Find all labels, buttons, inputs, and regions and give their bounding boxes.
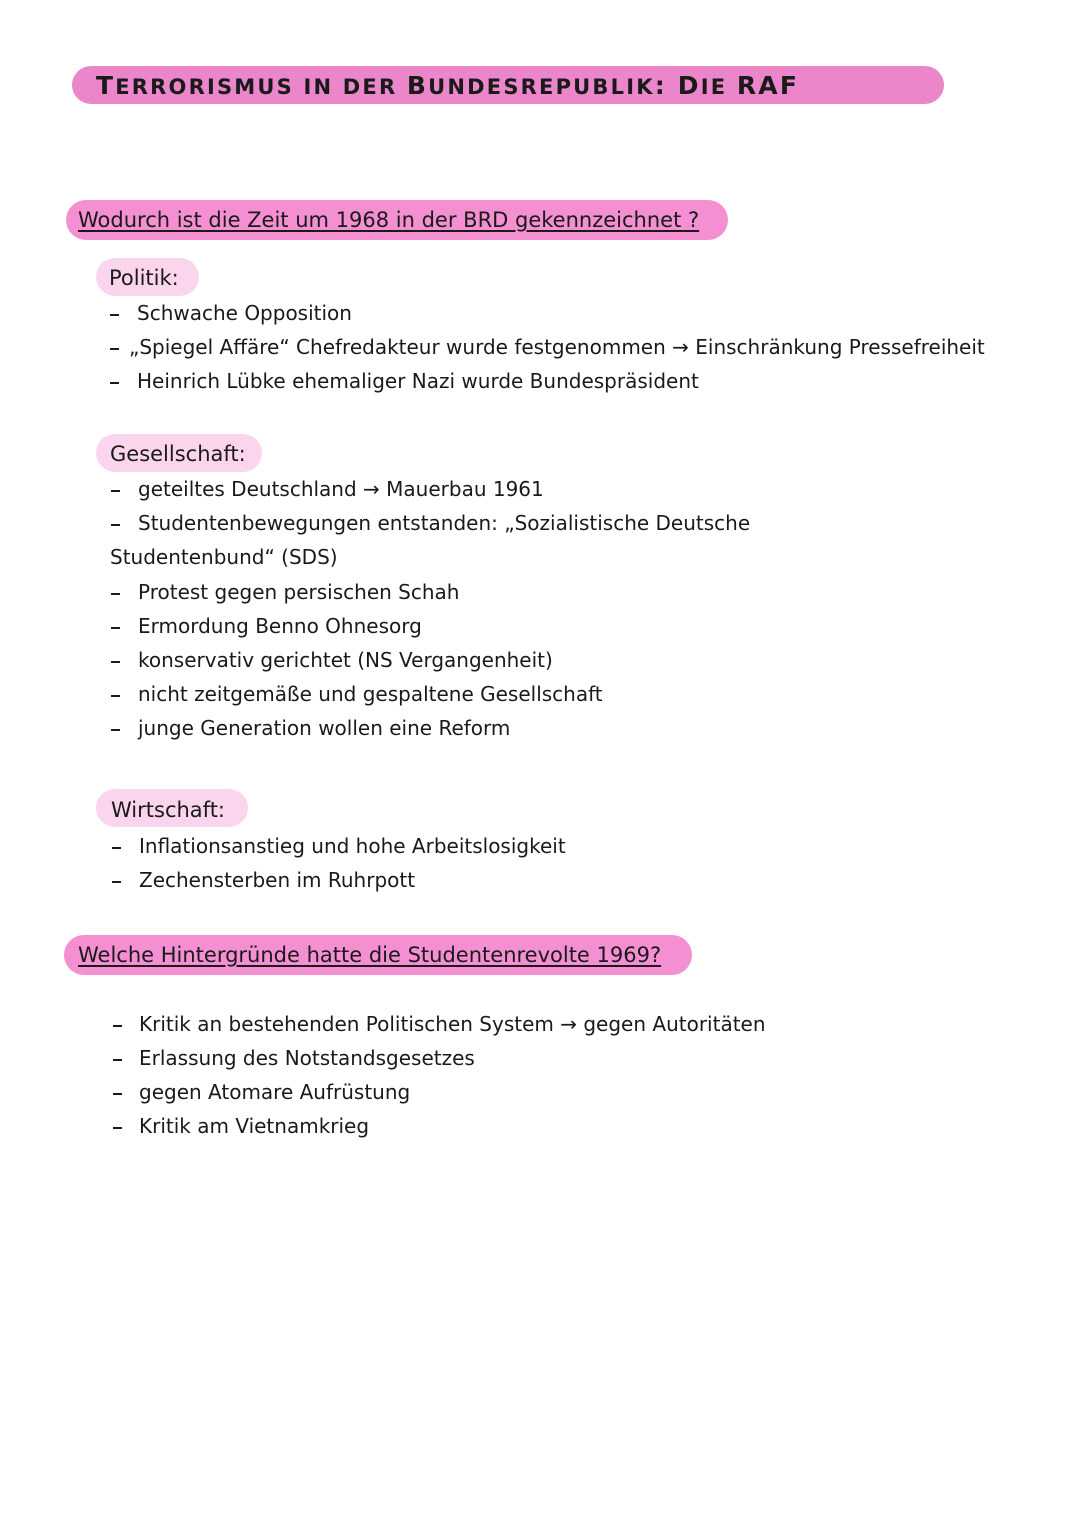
list-item: Inflationsanstieg und hohe Arbeitslosigkeit <box>139 834 566 858</box>
bullet-dash <box>111 627 120 629</box>
gesellschaft-heading: Gesellschaft: <box>110 442 246 466</box>
list-item: Erlassung des Notstandsgesetzes <box>139 1046 475 1070</box>
list-item: Zechensterben im Ruhrpott <box>139 868 416 892</box>
list-item: konservativ gerichtet (NS Vergangenheit) <box>138 648 553 672</box>
bullet-dash <box>111 695 120 697</box>
list-item: Ermordung Benno Ohnesorg <box>138 614 422 638</box>
bullet-dash <box>110 348 119 350</box>
bullet-dash <box>110 382 119 384</box>
list-item: Schwache Opposition <box>137 301 352 325</box>
list-item: Kritik am Vietnamkrieg <box>139 1114 370 1138</box>
bullet-dash <box>111 524 120 526</box>
list-item: gegen Atomare Aufrüstung <box>139 1080 411 1104</box>
page-title: TERRORISMUS IN DER BUNDESREPUBLIK: DIE RAF <box>96 71 800 100</box>
politik-heading: Politik: <box>109 266 179 290</box>
bullet-dash <box>111 490 120 492</box>
bullet-dash <box>113 1059 122 1061</box>
bullet-dash <box>112 847 121 849</box>
bullet-dash <box>111 729 120 731</box>
list-item-continuation: Studentenbund“ (SDS) <box>110 545 338 569</box>
list-item: nicht zeitgemäße und gespaltene Gesellschaft <box>138 682 603 706</box>
list-item: Protest gegen persischen Schah <box>138 580 460 604</box>
bullet-dash <box>113 1025 122 1027</box>
list-item: geteiltes Deutschland → Mauerbau 1961 <box>138 477 544 501</box>
list-item: „Spiegel Affäre“ Chefredakteur wurde festgenommen → Einschränkung Pressefreiheit <box>129 335 985 359</box>
question-2: Welche Hintergründe hatte die Studentenrevolte 1969? <box>78 943 662 967</box>
list-item: junge Generation wollen eine Reform <box>138 716 511 740</box>
bullet-dash <box>110 314 119 316</box>
bullet-dash <box>111 661 120 663</box>
bullet-dash <box>113 1127 122 1129</box>
wirtschaft-heading: Wirtschaft: <box>111 798 226 822</box>
list-item: Heinrich Lübke ehemaliger Nazi wurde Bundespräsident <box>137 369 699 393</box>
bullet-dash <box>112 881 121 883</box>
bullet-dash <box>111 593 120 595</box>
list-item: Kritik an bestehenden Politischen System → gegen Autoritäten <box>139 1012 766 1036</box>
bullet-dash <box>113 1093 122 1095</box>
question-1: Wodurch ist die Zeit um 1968 in der BRD gekennzeichnet ? <box>78 208 700 232</box>
list-item: Studentenbewegungen entstanden: „Sozialistische Deutsche <box>138 511 751 535</box>
